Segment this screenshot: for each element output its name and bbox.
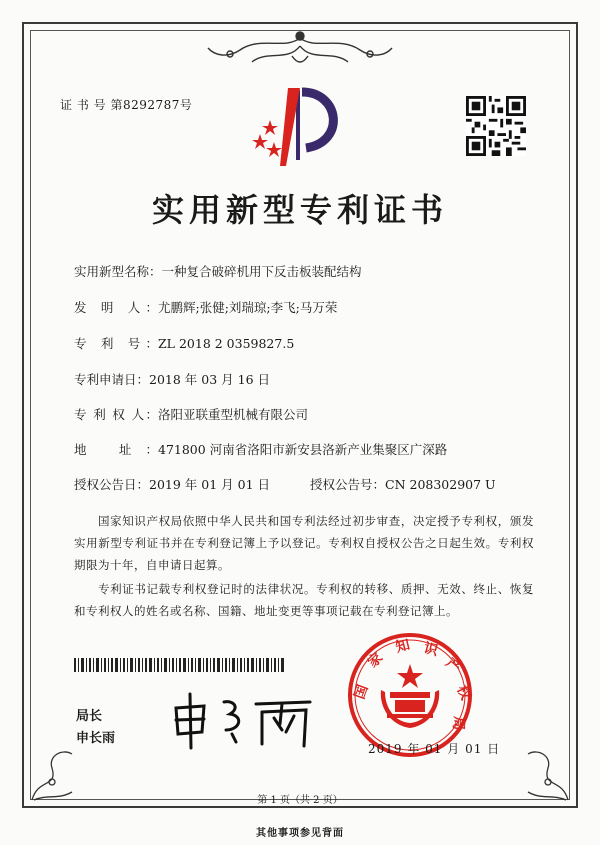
svg-text:产: 产 <box>442 655 464 677</box>
seal-date: 2019 年 01 月 01 日 <box>368 742 501 756</box>
svg-text:知: 知 <box>394 636 412 656</box>
footer-note: 其他事项参见背面 <box>256 828 344 839</box>
field-value: 2019 年 01 月 01 日 <box>149 477 271 492</box>
svg-text:识: 识 <box>422 640 440 660</box>
field-address <box>74 440 447 458</box>
field-patent-holder <box>74 405 308 423</box>
svg-text:国: 国 <box>351 682 372 702</box>
field-label: 实用新型名称： <box>74 264 162 279</box>
svg-text:局: 局 <box>449 715 467 732</box>
certificate-number-value: 8292787 <box>122 98 180 112</box>
barcode-icon <box>74 658 284 672</box>
field-patent-number <box>74 334 294 352</box>
page-number: 第 1 页（共 2 页） <box>257 795 343 806</box>
field-label: 专 利 号： <box>74 336 158 351</box>
field-utility-model-name <box>74 262 362 280</box>
field-value: 471800 河南省洛阳市新安县洛新产业集聚区广深路 <box>158 442 448 457</box>
field-value: 一种复合破碎机用下反击板装配结构 <box>161 264 362 279</box>
field-value: 2018 年 03 月 16 日 <box>149 372 271 387</box>
field-label: 授权公告号： <box>310 477 386 492</box>
field-grant-number <box>310 475 496 493</box>
document-title: 实用新型专利证书 <box>151 191 448 229</box>
field-filing-date <box>74 370 270 388</box>
field-label: 专利申请日： <box>74 372 150 387</box>
body-paragraph-grant: 国家知识产权局依照中华人民共和国专利法经过初步审查，决定授予专利权，颁发实用新型专利证书并在专利登记簿上予以登记。专利权自授权公告之日起生效。专利权期限为十年，自申请日起算。 <box>74 514 534 572</box>
field-label: 授权公告日： <box>74 477 150 492</box>
signature-icon <box>170 690 320 750</box>
cnipa-logo-icon <box>250 82 350 172</box>
director-title: 局长 <box>76 709 103 724</box>
top-ornament-icon <box>200 28 400 78</box>
qr-code-icon <box>466 96 526 156</box>
field-grant-date <box>74 475 270 493</box>
field-inventor <box>74 298 337 316</box>
body-paragraph-legal-status: 专利证书记载专利权登记时的法律状况。专利权的转移、质押、无效、终止、恢复和专利权人的姓名或名称、国籍、地址变更等事项记载在专利登记簿上。 <box>74 582 534 618</box>
field-label: 发 明 人： <box>74 300 158 315</box>
certificate-number <box>60 96 192 113</box>
svg-text:家: 家 <box>364 649 387 671</box>
field-label: 地 址： <box>74 442 158 457</box>
certificate-number-suffix: 号 <box>179 98 193 112</box>
field-value: 尤鹏辉;张健;刘瑞琼;李飞;马万荣 <box>158 300 338 315</box>
field-value: CN 208302907 U <box>385 477 496 492</box>
field-label: 专 利 权 人： <box>74 407 158 422</box>
svg-text:权: 权 <box>453 683 474 703</box>
certificate-number-label: 证 书 号 第 <box>60 98 123 112</box>
field-value: ZL 2018 2 0359827.5 <box>158 336 295 351</box>
director-name: 申长雨 <box>76 731 116 746</box>
field-value: 洛阳亚联重型机械有限公司 <box>158 407 309 422</box>
